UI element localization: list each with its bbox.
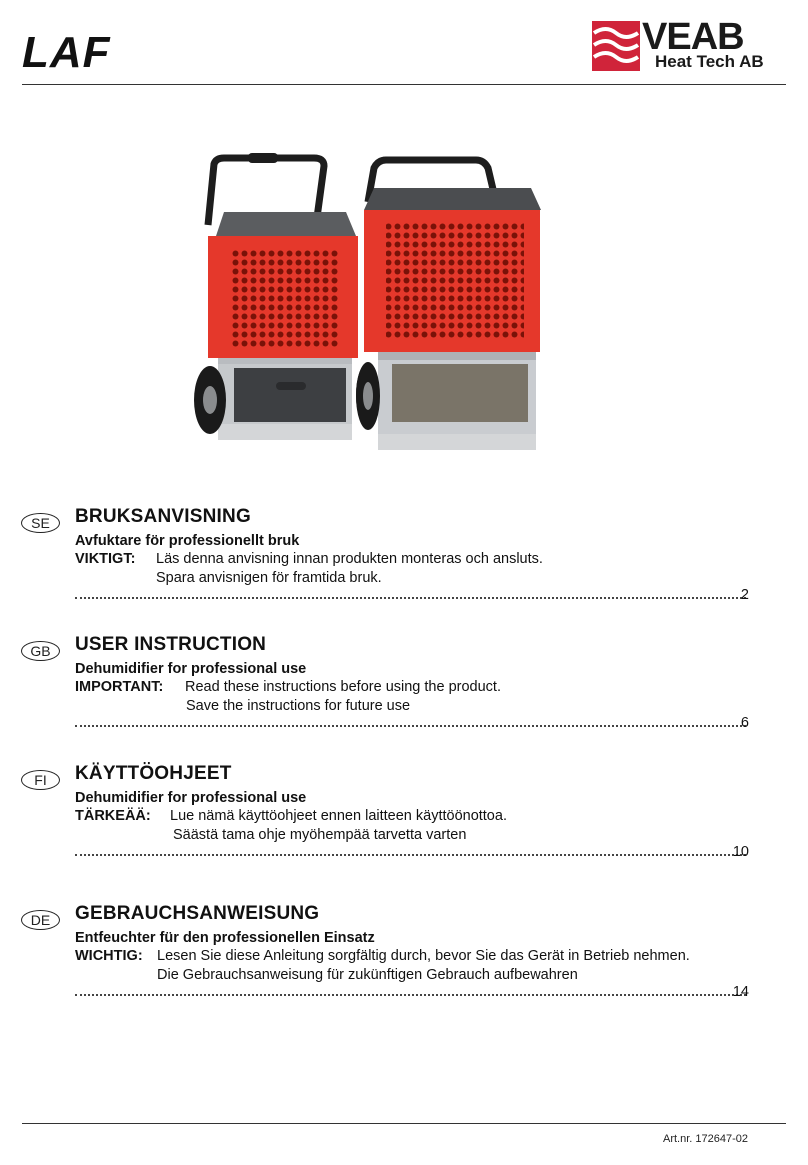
dot-leader (75, 993, 746, 996)
important-label: IMPORTANT: (75, 679, 164, 695)
section-subtitle: Avfuktare för professionellt bruk (75, 533, 300, 549)
logo-tagline: Heat Tech AB (655, 52, 764, 71)
dot-leader (75, 853, 746, 856)
language-badge: FI (21, 770, 60, 790)
logo-brand: VEAB (642, 16, 744, 58)
footer-divider (22, 1123, 786, 1124)
company-logo (592, 18, 778, 74)
section-de (0, 903, 808, 1023)
page-reference[interactable]: 6 (740, 715, 749, 731)
important-label: WICHTIG: (75, 948, 143, 964)
section-subtitle: Entfeuchter für den professionellen Einsatz (75, 930, 375, 946)
section-se (0, 506, 808, 626)
important-line-1: Lesen Sie diese Anleitung sorgfältig durch, bevor Sie das Gerät in Betrieb nehmen. (157, 948, 690, 964)
important-line-1: Read these instructions before using the product. (185, 679, 501, 695)
section-title: GEBRAUCHSANWEISUNG (75, 903, 320, 924)
section-gb (0, 634, 808, 754)
language-badge: SE (21, 513, 60, 533)
section-title: BRUKSANVISNING (75, 506, 251, 527)
section-subtitle: Dehumidifier for professional use (75, 790, 307, 806)
important-label: TÄRKEÄÄ: (75, 808, 151, 824)
dot-leader (75, 596, 746, 599)
language-badge: GB (21, 641, 60, 661)
veab-wave-icon (592, 21, 640, 71)
important-line-1: Läs denna anvisning innan produkten monteras och ansluts. (156, 551, 543, 567)
page-reference[interactable]: 14 (732, 984, 749, 1000)
important-label: VIKTIGT: (75, 551, 136, 567)
section-fi (0, 763, 808, 883)
product-photo (186, 150, 556, 470)
language-badge: DE (21, 910, 60, 930)
small-dehumidifier (194, 153, 376, 440)
page-reference[interactable]: 2 (740, 587, 749, 603)
dot-leader (75, 724, 746, 727)
section-subtitle: Dehumidifier for professional use (75, 661, 307, 677)
important-line-2: Die Gebrauchsanweisung für zukünftigen Gebrauch aufbewahren (157, 967, 578, 983)
important-line-2: Save the instructions for future use (186, 698, 411, 714)
section-title: KÄYTTÖOHJEET (75, 763, 232, 784)
header-divider (22, 84, 786, 85)
article-number: Art.nr. 172647-02 (662, 1133, 748, 1145)
section-title: USER INSTRUCTION (75, 634, 267, 655)
document-title: LAF (22, 28, 111, 77)
important-line-2: Spara anvisnigen för framtida bruk. (156, 570, 382, 586)
large-dehumidifier (356, 160, 541, 450)
important-line-2: Säästä tama ohje myöhempää tarvetta varten (173, 827, 467, 843)
page-reference[interactable]: 10 (732, 844, 749, 860)
important-line-1: Lue nämä käyttöohjeet ennen laitteen käyttöönottoa. (170, 808, 507, 824)
